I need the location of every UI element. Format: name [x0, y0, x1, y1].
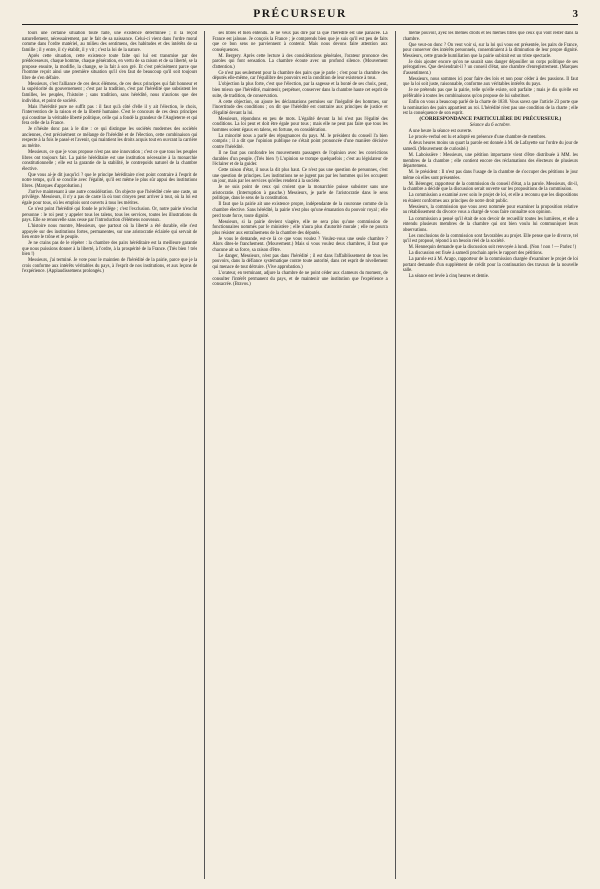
article-paragraph: Enfin on vous a beaucoup parlé de la charte de 1830. Vous savez que l'article 23 porte que la nomination des pairs appartient au roi. L'hérédité n'est pas une condition de la charte ; elle est la conséquence de son esprit. [402, 100, 578, 117]
article-paragraph: Mais l'hérédité pure ne suffit pas : il faut qu'à côté d'elle il y ait l'élection, le choix, l'intervention de la raison et de la liberté humaine. C'est le concours de ces deux principes qui constitue la véritable liberté politique, celle qui a fondé la grandeur de l'Angleterre et qui fera celle de la France. [22, 104, 198, 127]
article-paragraph: Le procès-verbal est lu et adopté en présence d'une chambre de membres. [408, 135, 547, 141]
page-header [22, 6, 578, 25]
article-paragraph: Messieurs, c'est l'alliance de ces deux élémens, de ces deux principes qui fait honneur et la supériorité du gouvernement ; c'est par la tradition, c'est par l'hérédité que subsistent les familles, les peuples, l'histoire ; sans tradition, sans hérédité, nous n'aurions que des individus, et point de société. [22, 81, 198, 104]
article-paragraph: M. Bérenger, rapporteur de la commission du conseil d'état, a la parole. Messieurs, dit-il, la chambre a décidé que la discussion serait ouverte sur les propositions de la commission. [402, 181, 578, 193]
article-paragraph: L'objection la plus forte, c'est que l'élection, par la sagesse et la bonté de ses choix, peut, bien mieux que l'hérédité, maintenir, perpétuer, conserver dans la chambre haute cet esprit de suite, de tradition, de conservation. [212, 82, 388, 99]
article-paragraph: Je vous le demande, est-ce là ce que vous voulez ? Voulez-vous une seule chambre ? Alors dites-le franchement. (Mouvement.) Mais si vous voulez deux chambres, il faut que chacune ait sa force, sa raison d'être. [212, 236, 388, 253]
article-paragraph: ses libres et bien entendu. Je ne veux pas dire par là que l'hérédité est une panacée. La France est jalouse. Je conçois la France ; je comprends bien que je suis qu'il est peu de faits que ce bon sens ne parviennent à contenir. Mais nous devons faire attention aux conséquences. [212, 31, 388, 53]
article-paragraph: Je n'hésite donc pas à le dire : ce qui distingue les sociétés modernes des sociétés anciennes, c'est précisément ce mélange de l'hérédité et de l'élection, cette combinaison qui respecte à la fois le passé et l'avenir, qui maintient les droits acquis tout en ouvrant la carrière au mérite. [22, 127, 198, 149]
article-paragraph: M. Laboissière : Messieurs, une pétition importante vient d'être distribuée à MM. les membres de la chambre ; elle contient encore des réclamations des électeurs de plusieurs départemens. [402, 152, 578, 170]
article-paragraph: Messieurs, répondons en peu de mots. L'égalité devant la loi n'est pas l'égalité des conditions. La loi peut et doit être égale pour tous ; mais elle ne peut pas faire que tous les hommes soient égaux en talens, en fortune, en considération. [212, 116, 388, 133]
section-title: (CORRESPONDANCE PARTICULIÈRE DU PRÉCURSEUR.) [419, 116, 562, 123]
article-paragraph: A deux heures moins un quart la parole est donnée à M. de Lafayette sur l'ordre du jour de samedi. (Mouvement de curiosité.) [402, 141, 578, 152]
article-paragraph: Que vous ai-je dit jusqu'ici ? que le principe héréditaire n'est point contraire à l'esprit de notre temps, qu'il se concilie avec l'égalité, qu'il est même le plus sûr appui des institutions libres. (Marques d'approbation.) [22, 172, 198, 189]
article-paragraph: A cette objection, on ajoute les déclamations permises sur l'inégalité des hommes, sur l'incertitude des conditions ; on dit que l'hérédité est contraire aux principes de justice et d'égalité devant la loi. [212, 99, 388, 116]
article-paragraph: La parole est à M. Arago, rapporteur de la commission chargée d'examiner le projet de loi portant demande d'un supplément de crédit pour la continuation des travaux de la nouvelle salle. [402, 257, 578, 274]
article-paragraph: Messieurs, si la pairie devient viagère, elle ne sera plus qu'une commission de fonctionnaires nommés par le ministère ; elle n'aura plus d'autorité morale ; elle ne pourra plus résister aux entraînemens de la chambre des députés. [212, 219, 388, 236]
article-paragraph: même pouvoir, ayez les mêmes droits et les mêmes titres que ceux qui vont rester dans la chambre. [402, 31, 578, 42]
article-paragraph: L'orateur, en terminant, adjure la chambre de ne point céder aux clameurs du moment, de consulter l'intérêt permanent du pays, et de maintenir une institution que l'expérience a consacrée. (Bravos.) [212, 270, 388, 288]
column-divider [204, 31, 205, 879]
column-3 [403, 31, 578, 879]
columns [22, 31, 578, 879]
article-paragraph: La séance est levée à cinq heures et demie. [408, 274, 489, 280]
article-paragraph: Je ne prétends pas que la pairie, telle qu'elle existe, soit parfaite ; mais je dis qu'elle est préférable à toutes les combinaisons qu'on propose de lui substituer. [402, 88, 578, 100]
article-paragraph: Messieurs, nous sommes ici pour faire des lois et non pour céder à des passions. Il faut que la loi soit juste, raisonnable, conforme aux véritables intérêts du pays. [402, 76, 578, 88]
article-paragraph: Le danger, Messieurs, n'est pas dans l'hérédité ; il est dans l'affaiblissement de tous les pouvoirs, dans la défiance systématique contre toute autorité, dans cet esprit de nivellement qui menace de tout détruire. (Vive approbation.) [212, 253, 388, 270]
article-paragraph: Je ne crains pas de le répéter : la chambre des pairs héréditaire est la meilleure garantie que nous puissions donner à la liberté, à l'ordre, à la prospérité de la France. (Très bien ! très bien !) [22, 241, 198, 258]
article-paragraph: A une heure la séance est ouverte. [408, 129, 473, 135]
column-1 [22, 31, 197, 879]
article-paragraph: La commission a examiné avec soin le projet de loi, et elle a reconnu que les dispositions en étaient conformes aux principes de notre droit public. [402, 193, 578, 204]
article-paragraph: J'arrive maintenant à une autre considération. On objecte que l'hérédité crée une caste, un privilège. Messieurs, il n'y a pas de caste là où tout citoyen peut arriver à tout, où la loi est égale pour tous, où les emplois sont ouverts à tous les mérites. [22, 189, 198, 206]
article-paragraph: M. le président : Il n'est pas dans l'usage de la chambre de s'occuper des pétitions le jour même où elles sont présentées. [402, 170, 578, 181]
article-paragraph: Que veut-on donc ? On veut voir si, sur la loi qui vous est présentée, les pairs de France, pour conserver des intérêts personnels, consentiraient à la diminution de leur propre dignité. Messieurs, cette grande humiliation que la pairie subirait est un triste spectacle. [402, 42, 578, 59]
article-paragraph: Il ne faut pas confondre les mouvements passagers de l'opinion avec les convictions durables d'un peuple. (Très bien !) L'opinion se trompe quelquefois ; c'est au législateur de l'éclairer et de la guider. [212, 150, 388, 168]
article-paragraph: Je ne suis point de ceux qui croient que la monarchie puisse subsister sans une aristocratie. (Interruption à gauche.) Messieurs, je parle de l'aristocratie dans le sens politique, dans le sens de la constitution. [212, 185, 388, 202]
masthead: PRÉCURSEUR [253, 8, 347, 20]
article-paragraph: M. Hennequin demande que la discussion soit renvoyée à lundi. (Non ! non ! — Parlez !) [408, 245, 577, 251]
column-2 [212, 31, 387, 879]
session-date: Séance du 6 octobre. [469, 123, 511, 129]
article-paragraph: Je dois ajouter encore qu'on ne saurait sans danger dépouiller un corps politique de ses prérogatives. Que deviendrait-il ? un conseil d'état, une chambre d'enregistrement. (Marques d'assentiment.) [402, 59, 578, 76]
article-paragraph: La commission a pensé qu'il était de son devoir de recueillir toutes les lumières, et elle a entendu plusieurs membres de la chambre qui ont bien voulu lui communiquer leurs observations. [402, 216, 578, 233]
article-paragraph: Messieurs, la commission que vous avez nommée pour examiner la proposition relative au rétablissement du divorce vous a chargé de vous faire connaître son opinion. [402, 204, 578, 216]
article-paragraph: Messieurs, j'ai terminé. Je vote pour le maintien de l'hérédité de la pairie, parce que je la crois conforme aux intérêts véritables du pays, à l'esprit de nos institutions, et aux leçons de l'expérience. (Applaudissemens prolongés.) [22, 258, 198, 275]
article-paragraph: Messieurs, ce que je vous propose n'est pas une innovation ; c'est ce que tous les peuples libres ont toujours fait. La pairie héréditaire est une institution nécessaire à la monarchie constitutionnelle ; elle est la garantie de la stabilité, le contrepoids naturel de la chambre élective. [22, 149, 198, 172]
article-paragraph: La minorité nous a parlé des répugnances du pays. M. le président du conseil l'a bien compris ; il a dit que l'opinion publique ne s'était point prononcée d'une manière décisive contre l'hérédité. [212, 133, 388, 150]
article-paragraph: La discussion est fixée à samedi prochain après le rapport des pétitions. [408, 251, 543, 257]
article-paragraph: Les conclusions de la commission sont favorables au projet. Elle pense que le divorce, tel qu'il est proposé, répond à un besoin réel de la société. [402, 233, 578, 245]
article-paragraph: Ce n'est point l'hérédité qui fonde le privilège ; c'est l'exclusion. Or, notre pairie n'exclut personne : le roi peut y appeler tous les talens, tous les services, toutes les illustrations du pays. Elle se renouvelle sans cesse par l'introduction d'élémens nouveaux. [22, 206, 198, 224]
article-paragraph: Après cette situation, cette existence toute faite qui lui est transmise par des prédécesseurs, chaque homme, chaque génération, en vertu de sa raison et de sa liberté, se la propose ensuite, la modifie, la change, se la fait à son gré. Et c'est précisément parce que l'homme reçoit ainsi une première situation qu'il s'en faut de beaucoup qu'il soit toujours libre de s'en défaire. [22, 53, 198, 81]
article-paragraph: Cette raison d'état, il nous la dit plus haut. Ce n'est pas une question de personnes, c'est une question de principes. Les institutions ne se jugent pas par les hommes qui les occupent un jour, mais par les services qu'elles rendent à la société. [212, 168, 388, 185]
page-number: 3 [572, 8, 578, 20]
article-paragraph: Il faut que la pairie ait une existence propre, indépendante de la couronne comme de la chambre élective. Sans hérédité, la pairie n'est plus qu'une émanation du pouvoir royal ; elle perd toute force, toute dignité. [212, 202, 388, 219]
column-divider [395, 31, 396, 879]
article-paragraph: tours une certaine situation toute faite, une existence déterminée ; il la reçoit naturellement, nécessairement, par le fait de sa naissance. Celui-ci vient dans l'ordre moral comme dans l'ordre matériel, au milieu des sentimens, des habitudes et des intérêts de sa famille ; il y entre, il s'y établit, il y vit ; c'est la loi de la nature. [22, 31, 198, 53]
article-paragraph: M. Bergery. Après cette lecture à des considérations générales, l'orateur prononce des paroles qui font sensation. La chambre écoute avec un profond silence. (Mouvement d'attention.) [212, 53, 388, 70]
article-paragraph: Ce n'est pas seulement pour la chambre des pairs que je parle ; c'est pour la chambre des députés elle-même, car l'équilibre des pouvoirs est la condition de leur existence à tous. [212, 70, 388, 82]
article-paragraph: L'histoire nous montre, Messieurs, que partout où la liberté a été durable, elle s'est appuyée sur des institutions fortes, permanentes, sur une aristocratie éclairée qui servait de lien entre le trône et le peuple. [22, 224, 198, 241]
